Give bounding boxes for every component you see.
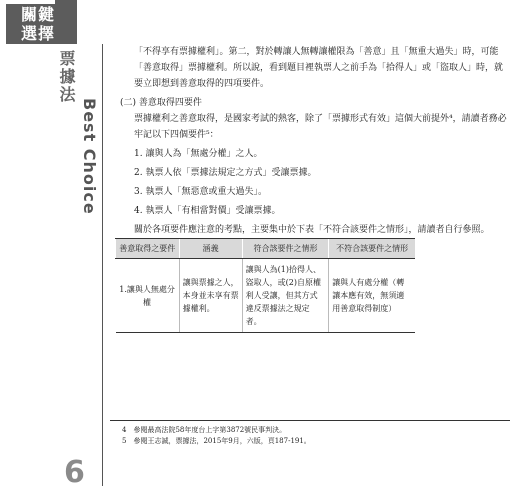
cell-satisfied: 讓與人為(1)拾得人、盜取人，或(2)自原權利人受讓，但其方式違反票據法之規定者。	[242, 259, 329, 333]
footnote: 5 參閱王志誠，票據法，2015年9月，六版，頁187-191。	[122, 437, 311, 445]
header-satisfied: 符合該要件之情形	[242, 239, 329, 259]
list-item: 2. 執票人依「票據法規定之方式」受讓票據。	[134, 168, 317, 178]
law-name-vertical: 票據法	[57, 50, 76, 104]
list-item: 3. 執票人「無惡意或重大過失」。	[134, 187, 267, 197]
footnote: 4 參閱最高法院58年度台上字第3872號民事判決。	[122, 426, 287, 434]
list-item: 1. 讓與人為「無處分權」之人。	[134, 149, 263, 159]
sidebar	[0, 0, 99, 500]
brand-logo	[6, 4, 70, 44]
footnotes	[110, 420, 510, 447]
cell-meaning: 讓與票據之人，本身並未享有票據權利。	[179, 259, 242, 333]
brand-line-2: 選擇	[20, 24, 55, 43]
cell-requirement: 1.讓與人無處分權	[116, 259, 180, 333]
table-header-row	[116, 239, 416, 259]
table-row	[116, 259, 416, 333]
closing-paragraph: 關於各項要件應注意的考點，主要集中於下表「不符合該要件之情形」，請讀者自行參照。	[134, 225, 490, 235]
header-requirement: 善意取得之要件	[116, 239, 180, 259]
list-item: 4. 執票人「有相當對價」受讓票據。	[134, 206, 281, 216]
intro-paragraph: 票據權利之善意取得，是國家考試的熱客，除了「票據形式有效」這個大前提外⁴，請讀者務必牢記以下四個要件⁵：	[134, 114, 507, 140]
paragraph-1: 「不得享有票據權利」。第二，對於轉讓人無轉讓權限為「善意」且「無重大過失」時，可能「善意取得」票據權利。所以說，看到題目裡執票人之前手為「拾得人」或「盜取人」時，就要立即想到善意取得的四項要件。	[134, 47, 504, 89]
cell-not-satisfied: 讓與人有處分權（轉讓本應有效，無須適用善意取得制度）	[329, 259, 415, 333]
margin-divider	[102, 44, 103, 486]
page-number: 6	[64, 455, 85, 490]
requirements-table	[115, 238, 415, 333]
brand-line-1: 關鍵	[20, 5, 55, 24]
best-choice-vertical: Best Choice	[80, 98, 99, 215]
requirements-list	[108, 146, 508, 219]
header-not-satisfied: 不符合該要件之情形	[329, 239, 415, 259]
header-meaning: 涵義	[179, 239, 242, 259]
section-heading: (二) 善意取得四要件	[120, 98, 202, 108]
main-content	[108, 44, 508, 238]
